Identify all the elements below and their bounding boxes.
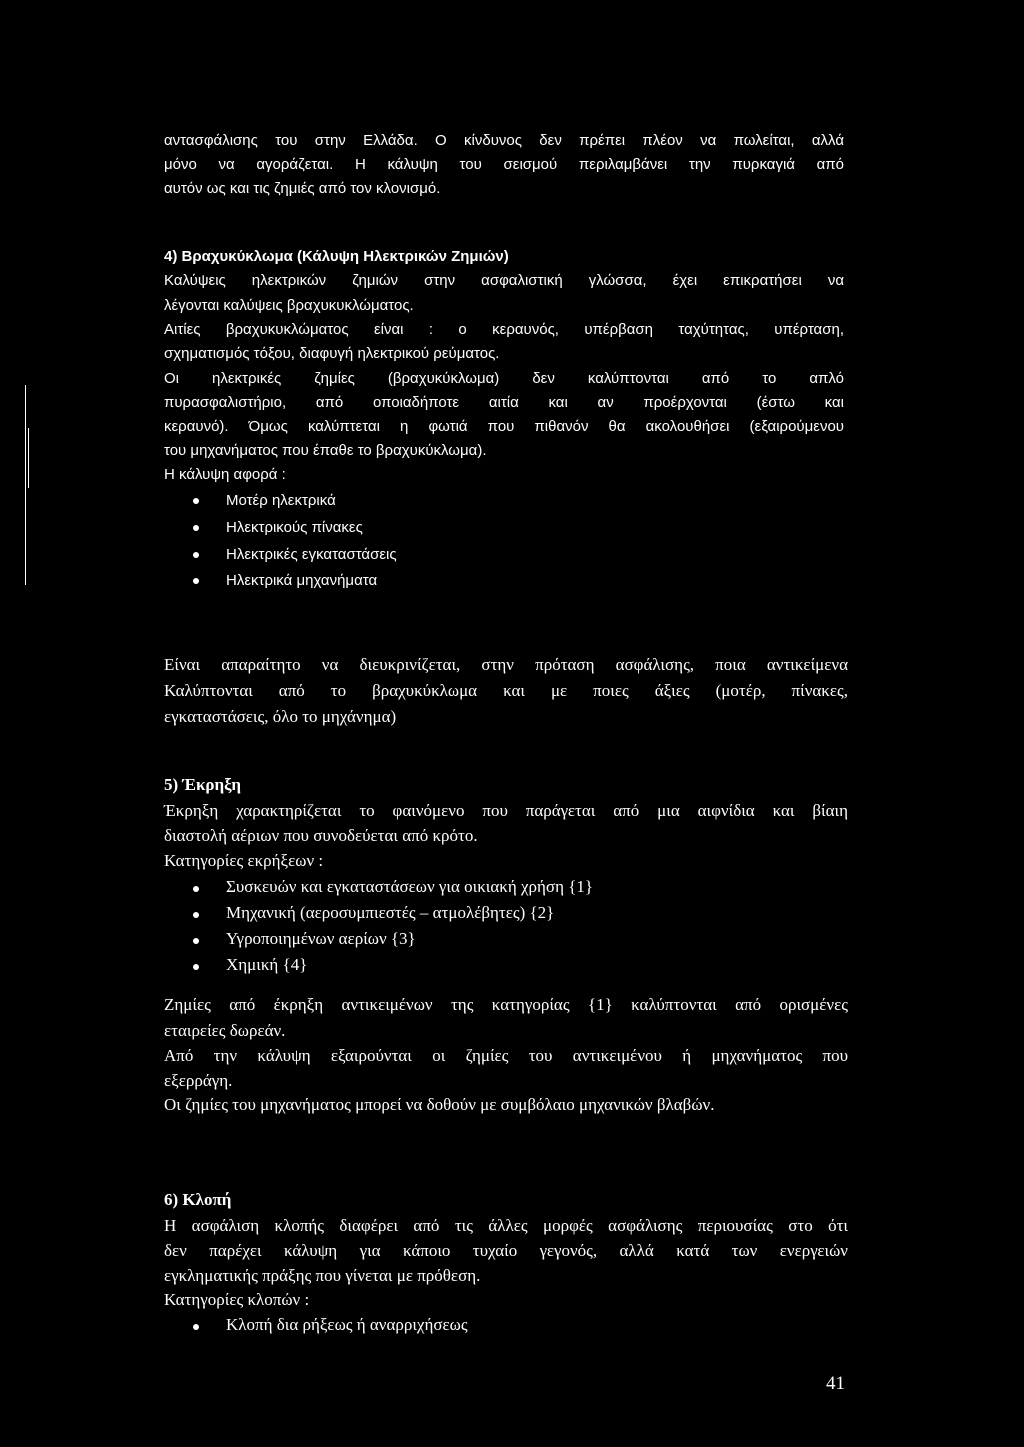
s5-p4: Οι ζημίες του μηχανήματος μπορεί να δοθούν με συμβόλαιο μηχανικών βλαβών. xyxy=(164,1095,715,1114)
s4-note-line-3: εγκαταστάσεις, όλο το μηχάνημα) xyxy=(164,707,397,726)
s4-p1-line-1: Καλύψεις ηλεκτρικών ζημιών στην ασφαλιστική γλώσσα, έχει επικρατήσει να xyxy=(164,272,844,289)
intro-line-3: αυτόν ως και τις ζημιές από τον κλονισμό. xyxy=(164,180,441,197)
s5-list-item-3: Υγροποιημένων αερίων {3} xyxy=(226,929,416,948)
margin-bar-left xyxy=(25,385,26,585)
s6-p1-line-1: Η ασφάλιση κλοπής διαφέρει από τις άλλες μορφές ασφάλισης περιουσίας στο ότι xyxy=(164,1216,848,1235)
s5-p3-line-2: εξερράγη. xyxy=(164,1071,233,1090)
bullet-icon xyxy=(193,886,199,892)
s6-p1-line-2: δεν παρέχει κάλυψη για κάποιο τυχαίο γεγονός, αλλά κατά των ενεργειών xyxy=(164,1241,848,1260)
s5-p2-line-2: εταιρείες δωρεάν. xyxy=(164,1021,286,1040)
s6-list-item-1: Κλοπή δια ρήξεως ή αναρριχήσεως xyxy=(226,1315,468,1334)
s6-categories-intro: Κατηγορίες κλοπών : xyxy=(164,1290,310,1309)
s5-list-item-4: Χημική {4} xyxy=(226,955,308,974)
intro-line-1: αντασφάλισης του στην Ελλάδα. Ο κίνδυνος δεν πρέπει πλέον να πωλείται, αλλά xyxy=(164,132,844,149)
s6-p1-line-3: εγκληματικής πράξης που γίνεται με πρόθεση. xyxy=(164,1266,481,1285)
s4-list-item-2: Ηλεκτρικούς πίνακες xyxy=(226,519,363,536)
bullet-icon xyxy=(193,552,199,558)
s4-note-line-1: Είναι απαραίτητο να διευκρινίζεται, στην πρόταση ασφάλισης, ποια αντικείμενα xyxy=(164,655,848,674)
bullet-icon xyxy=(193,1324,199,1330)
intro-line-2: μόνο να αγοράζεται. Η κάλυψη του σεισμού περιλαμβάνει την πυρκαγιά από xyxy=(164,156,844,173)
margin-bar-left-2 xyxy=(28,428,29,488)
s4-p3-line-2: πυρασφαλιστήριο, από οποιαδήποτε αιτία και αν προέρχονται (έστω και xyxy=(164,394,844,411)
s4-coverage-intro: Η κάλυψη αφορά : xyxy=(164,466,286,483)
s4-p1-line-2: λέγονται καλύψεις βραχυκυκλώματος. xyxy=(164,297,414,314)
s4-p3-line-4: του μηχανήματος που έπαθε το βραχυκύκλωμα). xyxy=(164,442,487,459)
s4-list-item-3: Ηλεκτρικές εγκαταστάσεις xyxy=(226,546,397,563)
section-6-heading: 6) Κλοπή xyxy=(164,1190,232,1209)
s4-p3-line-1: Οι ηλεκτρικές ζημίες (βραχυκύκλωμα) δεν καλύπτονται από το απλό xyxy=(164,370,844,387)
s5-p2-line-1: Ζημίες από έκρηξη αντικειμένων της κατηγορίας {1} καλύπτονται από ορισμένες xyxy=(164,995,848,1014)
page-number: 41 xyxy=(826,1373,845,1394)
section-5-heading: 5) Έκρηξη xyxy=(164,775,242,794)
bullet-icon xyxy=(193,964,199,970)
s5-p1-line-2: διαστολή αέριων που συνοδεύεται από κρότο. xyxy=(164,826,478,845)
s4-list-item-1: Μοτέρ ηλεκτρικά xyxy=(226,492,336,509)
s5-p1-line-1: Έκρηξη χαρακτηρίζεται το φαινόμενο που παράγεται από μια αιφνίδια και βίαιη xyxy=(164,801,848,820)
bullet-icon xyxy=(193,912,199,918)
s4-p3-line-3: κεραυνό). Όμως καλύπτεται η φωτιά που πιθανόν θα ακολουθήσει (εξαιρούμενου xyxy=(164,418,844,435)
bullet-icon xyxy=(193,578,199,584)
section-4-heading: 4) Βραχυκύκλωμα (Κάλυψη Ηλεκτρικών Ζημιών) xyxy=(164,248,509,265)
bullet-icon xyxy=(193,525,199,531)
s5-list-item-1: Συσκευών και εγκαταστάσεων για οικιακή χρήση {1} xyxy=(226,877,594,896)
s4-list-item-4: Ηλεκτρικά μηχανήματα xyxy=(226,572,378,589)
s4-p2-line-1: Αιτίες βραχυκυκλώματος είναι : ο κεραυνός, υπέρβαση ταχύτητας, υπέρταση, xyxy=(164,321,844,338)
bullet-icon xyxy=(193,938,199,944)
s4-p2-line-2: σχηματισμός τόξου, διαφυγή ηλεκτρικού ρεύματος. xyxy=(164,345,500,362)
s5-categories-intro: Κατηγορίες εκρήξεων : xyxy=(164,851,324,870)
s5-p3-line-1: Από την κάλυψη εξαιρούνται οι ζημίες του αντικειμένου ή μηχανήματος που xyxy=(164,1046,848,1065)
s5-list-item-2: Μηχανική (αεροσυμπιεστές – ατμολέβητες) {2} xyxy=(226,903,555,922)
bullet-icon xyxy=(193,498,199,504)
s4-note-line-2: Καλύπτονται από το βραχυκύκλωμα και με ποιες άξιες (μοτέρ, πίνακες, xyxy=(164,681,848,700)
